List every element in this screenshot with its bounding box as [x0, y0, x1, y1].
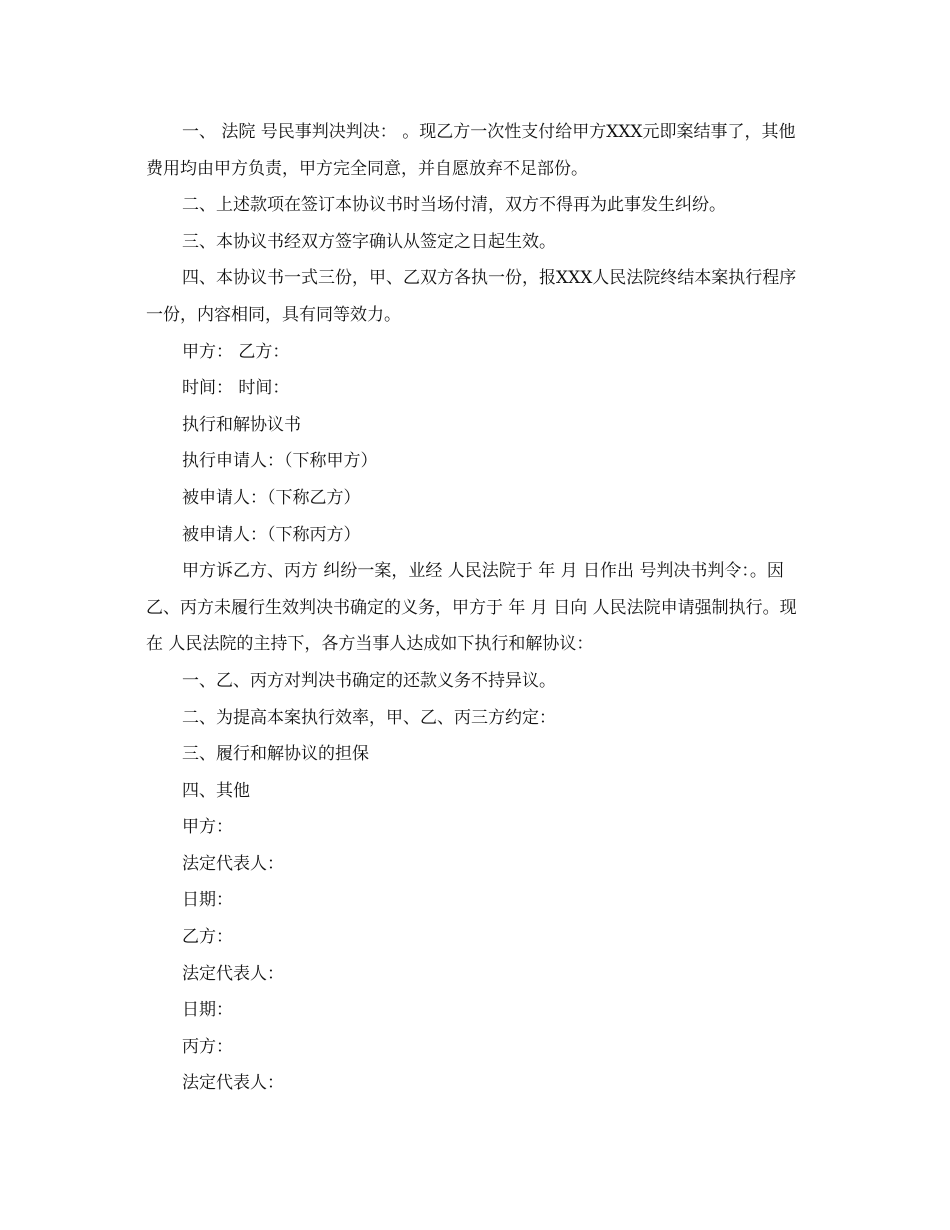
party-a-date: 日期：	[182, 890, 233, 911]
party-a-representative: 法定代表人：	[182, 853, 284, 874]
clause-one: 一、乙、丙方对判决书确定的还款义务不持异议。	[182, 670, 556, 691]
clause-three: 三、履行和解协议的担保	[182, 744, 369, 765]
respondent-c-line: 被申请人：（下称丙方）	[182, 524, 361, 545]
party-a-label: 甲方：	[182, 817, 233, 838]
paragraph-copies-clause: 四、本协议书一式三份，甲、乙双方各执一份，报XXX人民法院终结本案执行程序一份，内容相同，具有同等效力。	[146, 268, 797, 325]
clause-four: 四、其他	[182, 780, 250, 801]
party-b-date: 日期：	[182, 1000, 233, 1021]
party-c-representative: 法定代表人：	[182, 1073, 284, 1094]
party-b-label: 乙方：	[182, 927, 233, 948]
party-c-label: 丙方：	[182, 1036, 233, 1057]
party-b-representative: 法定代表人：	[182, 963, 284, 984]
signature-time-line: 时间： 时间：	[182, 378, 290, 399]
document-heading: 执行和解协议书	[182, 414, 301, 435]
respondent-b-line: 被申请人：（下称乙方）	[182, 487, 361, 508]
document-body	[146, 114, 806, 1102]
paragraph-effect-clause: 三、本协议书经双方签字确认从签定之日起生效。	[182, 231, 556, 252]
signature-parties-line: 甲方： 乙方：	[182, 341, 290, 362]
case-background-paragraph: 甲方诉乙方、丙方 纠纷一案，业经 人民法院于 年 月 日作出 号判决书判令：。因乙、丙方未履行生效判决书确定的义务，甲方于 年 月 日向 人民法院申请强制执行。现在 人民法院的主持下，各方当事人达成如下执行和解协议：	[146, 561, 797, 655]
paragraph-settlement-judgment: 一、 法院 号民事判决判决： 。现乙方一次性支付给甲方XXX元即案结事了，其他费用均由甲方负责，甲方完全同意，并自愿放弃不足部份。	[146, 122, 796, 179]
paragraph-payment-clause: 二、上述款项在签订本协议书时当场付清，双方不得再为此事发生纠纷。	[182, 195, 726, 216]
clause-two: 二、为提高本案执行效率，甲、乙、丙三方约定：	[182, 707, 556, 728]
applicant-line: 执行申请人：（下称甲方）	[182, 451, 378, 472]
